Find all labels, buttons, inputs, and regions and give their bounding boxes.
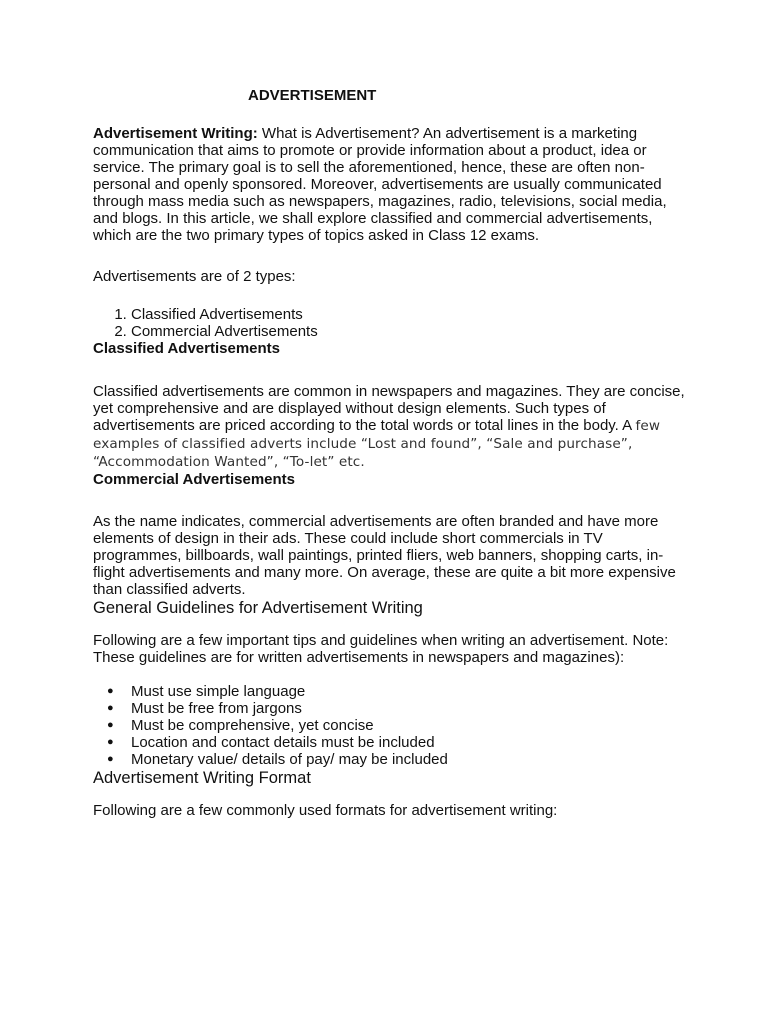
tip-text: Location and contact details must be included (131, 734, 435, 751)
bullet-icon: ● (107, 702, 114, 714)
tips-list-item (107, 717, 693, 734)
commercial-paragraph: As the name indicates, commercial advertisements are often branded and have more elements of design in their ads. These could include short commercials in TV programmes, billboards, wall paintings, printed fliers, web banners, shopping carts, in-flight advertisements and many more. On average, these are quite a bit more expensive than classified adverts. (93, 513, 676, 598)
bullet-icon: ● (107, 719, 114, 731)
format-heading: Advertisement Writing Format (93, 769, 311, 787)
tip-text: Monetary value/ details of pay/ may be included (131, 751, 448, 768)
tip-text: Must be free from jargons (131, 700, 302, 717)
bullet-icon: ● (107, 753, 114, 765)
intro-text: What is Advertisement? An advertisement is a marketing communication that aims to promote or provide information about a product, idea or service. The primary goal is to sell the aforementioned, hence, these are often non-personal and openly sponsored. Moreover, advertisements are usually communicated through mass media such as newspapers, magazines, radio, televisions, social media, and blogs. In this article, we shall explore classified and commercial advertisements, which are the two primary types of topics asked in Class 12 exams. (93, 125, 667, 244)
intro-paragraph (93, 125, 693, 244)
types-intro: Advertisements are of 2 types: (93, 268, 296, 285)
tips-list-item (107, 751, 693, 768)
tips-list-item (107, 700, 693, 717)
bullet-icon: ● (107, 685, 114, 697)
classified-paragraph (93, 383, 693, 471)
types-list-item: 1. Classified Advertisements (131, 306, 693, 323)
tips-list (93, 683, 693, 768)
format-paragraph: Following are a few commonly used formats for advertisement writing: (93, 802, 558, 819)
classified-examples-text: few examples of classified adverts include “Lost and found”, “Sale and purchase”, “Accommodation Wanted”, “To-let” etc. (93, 418, 661, 470)
guidelines-heading: General Guidelines for Advertisement Writing (93, 599, 423, 617)
document-title: ADVERTISEMENT (248, 87, 377, 104)
types-list (93, 306, 693, 340)
tip-text: Must use simple language (131, 683, 306, 700)
bullet-icon: ● (107, 736, 114, 748)
tip-text: Must be comprehensive, yet concise (131, 717, 374, 734)
intro-label: Advertisement Writing: (93, 125, 258, 142)
tips-list-item (107, 734, 693, 751)
types-list-item: 2. Commercial Advertisements (131, 323, 693, 340)
document-content (93, 86, 693, 819)
guidelines-paragraph: Following are a few important tips and guidelines when writing an advertisement. Note: These guidelines are for written advertisements in newspapers and magazines): (93, 632, 669, 666)
classified-heading: Classified Advertisements (93, 340, 281, 357)
commercial-heading: Commercial Advertisements (93, 471, 296, 488)
tips-list-item (107, 683, 693, 700)
classified-text: Classified advertisements are common in newspapers and magazines. They are concise, yet comprehensive and are displayed without design elements. Such types of advertisements are priced according to the total words or total lines in the body. A (93, 383, 685, 434)
